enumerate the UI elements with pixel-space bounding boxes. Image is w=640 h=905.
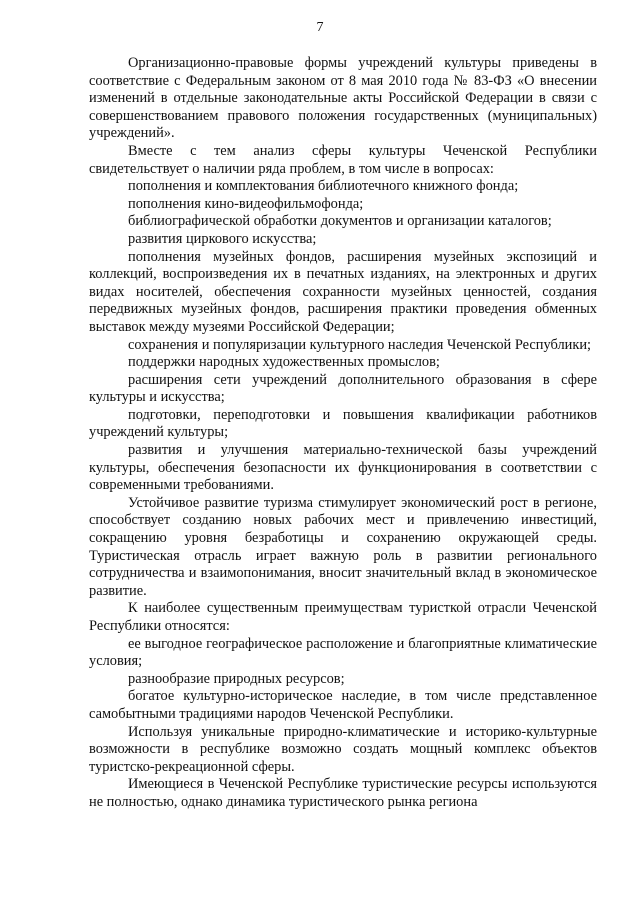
paragraph-tourism-complex: Используя уникальные природно-климатические и историко-культурные возможности в республике возможно создать мощный комплекс объектов туристско-рекреационной сферы. bbox=[89, 723, 597, 775]
paragraph-problems-intro: Вместе с тем анализ сферы культуры Чеченской Республики свидетельствует о наличии ряда проблем, в том числе в вопросах: bbox=[89, 142, 597, 177]
list-item-natural-resources: разнообразие природных ресурсов; bbox=[128, 670, 345, 687]
list-item-museum-funds: пополнения музейных фондов, расширения музейных экспозиций и коллекций, воспроизведения их в печатных изданиях, на электронных и других видах носителей, обеспечения сохранности музейных ценностей, создания передвижных музейных фондов, расширения практики проведения обменных выставок между музеями Российской Федерации; bbox=[89, 248, 597, 335]
list-item-film-fund: пополнения кино-видеофильмофонда; bbox=[128, 195, 364, 212]
list-item-bibliographic: библиографической обработки документов и организации каталогов; bbox=[128, 213, 552, 230]
paragraph-tourism-development: Устойчивое развитие туризма стимулирует экономический рост в регионе, способствует созданию новых рабочих мест и привлечению инвестиций, сокращению уровня безработицы и сохранению окружающей среды. Туристическая отрасль играет важную роль в развитии регионального сотрудничества и взаимопонимания, вносит значительный вклад в экономическое развитие. bbox=[89, 494, 597, 599]
list-item-staff-training: подготовки, переподготовки и повышения квалификации работников учреждений культуры; bbox=[89, 406, 597, 441]
paragraph-legal-forms: Организационно-правовые формы учреждений культуры приведены в соответствие с Федеральным законом от 8 мая 2010 года № 83-ФЗ «О внесении изменений в отдельные законодательные акты Российской Федерации в связи с совершенствованием правового положения государственных (муниципальных) учреждений». bbox=[89, 55, 597, 142]
page-number: 7 bbox=[316, 20, 324, 35]
list-item-crafts: поддержки народных художественных промыслов; bbox=[128, 354, 440, 371]
paragraph-tourism-resources: Имеющиеся в Чеченской Республике туристические ресурсы используются не полностью, однако динамика туристического рынка региона bbox=[89, 776, 597, 810]
list-item-material-base: развития и улучшения материально-технической базы учреждений культуры, обеспечения безопасности их функционирования в соответствии с современными требованиями. bbox=[89, 442, 597, 494]
list-item-geography: ее выгодное географическое расположение и благоприятные климатические условия; bbox=[89, 635, 597, 670]
paragraph-tourism-advantages: К наиболее существенным преимуществам туристкой отрасли Чеченской Республики относятся: bbox=[89, 600, 597, 634]
document-body bbox=[89, 55, 597, 812]
list-item-cultural-heritage: богатое культурно-историческое наследие, в том числе представленное самобытными традициями народов Чеченской Республики. bbox=[89, 688, 597, 722]
list-item-library-fund: пополнения и комплектования библиотечного книжного фонда; bbox=[128, 178, 519, 195]
list-item-circus: развития циркового искусства; bbox=[128, 230, 317, 247]
list-item-heritage: сохранения и популяризации культурного наследия Чеченской Республики; bbox=[128, 336, 592, 353]
list-item-education-network: расширения сети учреждений дополнительного образования в сфере культуры и искусства; bbox=[89, 371, 597, 406]
